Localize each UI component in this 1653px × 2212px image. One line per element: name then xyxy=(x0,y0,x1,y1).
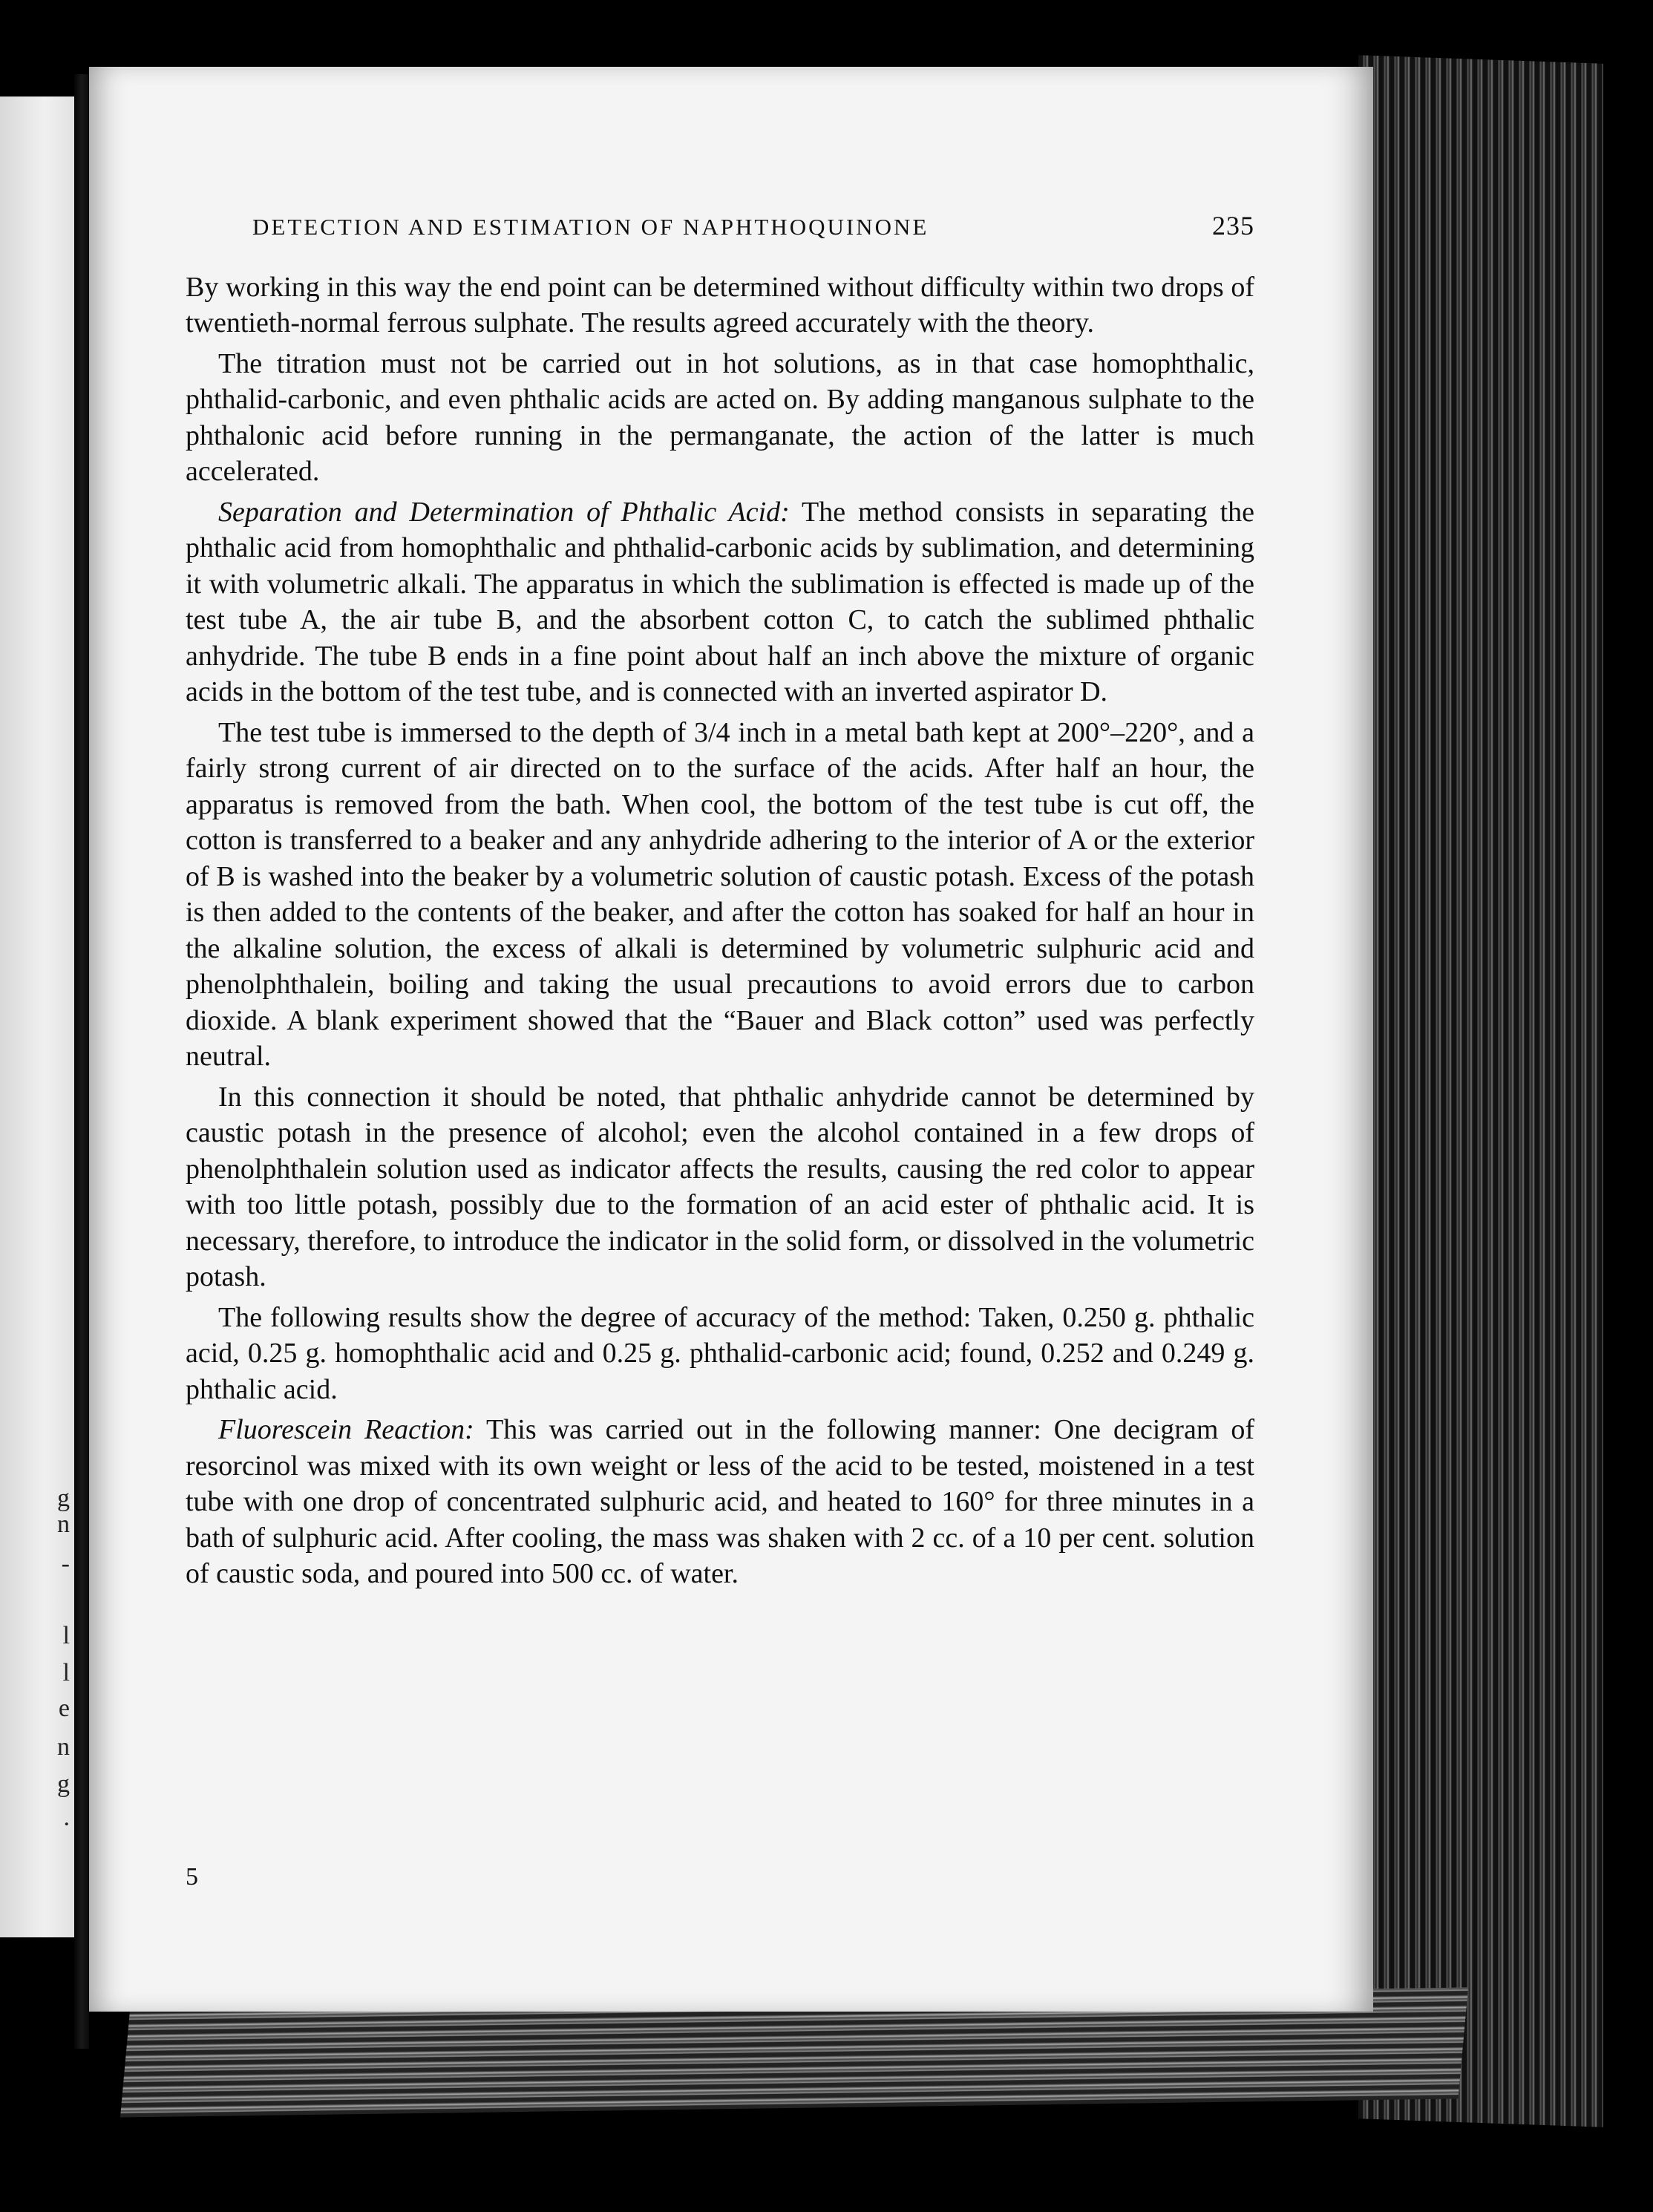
page-number: 235 xyxy=(1212,211,1254,240)
left-page-fragment: g xyxy=(57,1770,70,1798)
section-heading: Separation and Determination of Phthalic Acid: xyxy=(218,496,790,528)
running-head xyxy=(186,208,1254,246)
section-heading: Fluorescein Reaction: xyxy=(218,1414,474,1445)
left-page-fragment: e xyxy=(58,1695,70,1722)
paragraph xyxy=(186,1300,1254,1408)
paragraph xyxy=(186,494,1254,710)
paragraph xyxy=(186,346,1254,490)
paragraph-text: In this connection it should be noted, that phthalic anhydride cannot be determined by caustic potash in the presence of alcohol; even the alcohol contained in a few drops of phenolphthalein solution used as indicator affects the results, causing the red color to appear with too little potash, possibly due to the formation of an acid ester of phthalic acid. It is necessary, therefore, to introduce the indicator in the solid form, or dissolved in the volumetric potash. xyxy=(186,1081,1254,1292)
book-gutter xyxy=(74,74,89,2049)
left-page-fragment: n xyxy=(57,1511,70,1538)
signature-mark: 5 xyxy=(186,1863,198,1891)
left-page-fragment: . xyxy=(63,1804,70,1831)
page-edge-stack xyxy=(1358,55,1603,2127)
paragraph xyxy=(186,1079,1254,1295)
paragraph-text: The titration must not be carried out in hot solutions, as in that case homophthalic, phthalid-carbonic, and even phthalic acids are acted on. By adding manganous sulphate to the phthalonic acid before running in the permanganate, the action of the latter is much accelerated. xyxy=(186,347,1254,487)
paragraph xyxy=(186,1412,1254,1592)
paragraph xyxy=(186,715,1254,1075)
paragraph-text: The method consists in separating the phthalic acid from homophthalic and phthalid-carbonic acids by sublimation, and determining it with volumetric alkali. The apparatus in which the sublimation is effected is made up of the test tube A, the air tube B, and the absorbent cotton C, to catch the sublimed phthalic anhydride. The tube B ends in a fine point about half an inch above the mixture of organic acids in the bottom of the test tube, and is connected with an inverted aspirator D. xyxy=(186,496,1254,707)
left-page-fragment: l xyxy=(62,1622,70,1649)
paragraph-text: This was carried out in the following manner: One decigram of resorcinol was mixed with its own weight or less of the acid to be tested, moistened in a test tube with one drop of concentrated sulphuric acid, and heated to 160° for three minutes in a bath of sulphuric acid. After cooling, the mass was shaken with 2 cc. of a 10 per cent. solution of caustic soda, and poured into 500 cc. of water. xyxy=(186,1414,1254,1589)
left-page-fragment: - xyxy=(61,1550,70,1577)
left-page-fragment: l xyxy=(62,1659,70,1686)
paragraph-text: By working in this way the end point can be determined without difficulty within two drops of twentieth-normal ferrous sulphate. The results agreed accurately with the theory. xyxy=(186,271,1254,338)
paragraph-text: The following results show the degree of accuracy of the method: Taken, 0.250 g. phthalic acid, 0.25 g. homophthalic acid and 0.25 g. phthalid-carbonic acid; found, 0.252 and 0.249 g. phthalic acid. xyxy=(186,1301,1254,1405)
paragraph-text: The test tube is immersed to the depth of 3/4 inch in a metal bath kept at 200°–220°, and a fairly strong current of air directed on to the surface of the acids. After half an hour, the apparatus is removed from the bath. When cool, the bottom of the test tube is cut off, the cotton is transferred to a beaker and any anhydride adhering to the interior of A or the exterior of B is washed into the beaker by a volumetric solution of caustic potash. Excess of the potash is then added to the contents of the beaker, and after the cotton has soaked for half an hour in the alkaline solution, the excess of alkali is determined by volumetric sulphuric acid and phenolphthalein, boiling and taking the usual precautions to avoid errors due to carbon dioxide. A blank experiment showed that the “Bauer and Black cotton” used was perfectly neutral. xyxy=(186,716,1254,1072)
running-head-title: DETECTION AND ESTIMATION OF NAPHTHOQUINONE xyxy=(252,214,929,240)
book-page xyxy=(89,67,1373,2012)
page-text xyxy=(186,208,1254,1597)
paragraph xyxy=(186,269,1254,341)
left-facing-page-edge xyxy=(0,96,74,1937)
left-page-fragment: g xyxy=(57,1485,70,1512)
left-page-fragment: n xyxy=(57,1733,70,1761)
